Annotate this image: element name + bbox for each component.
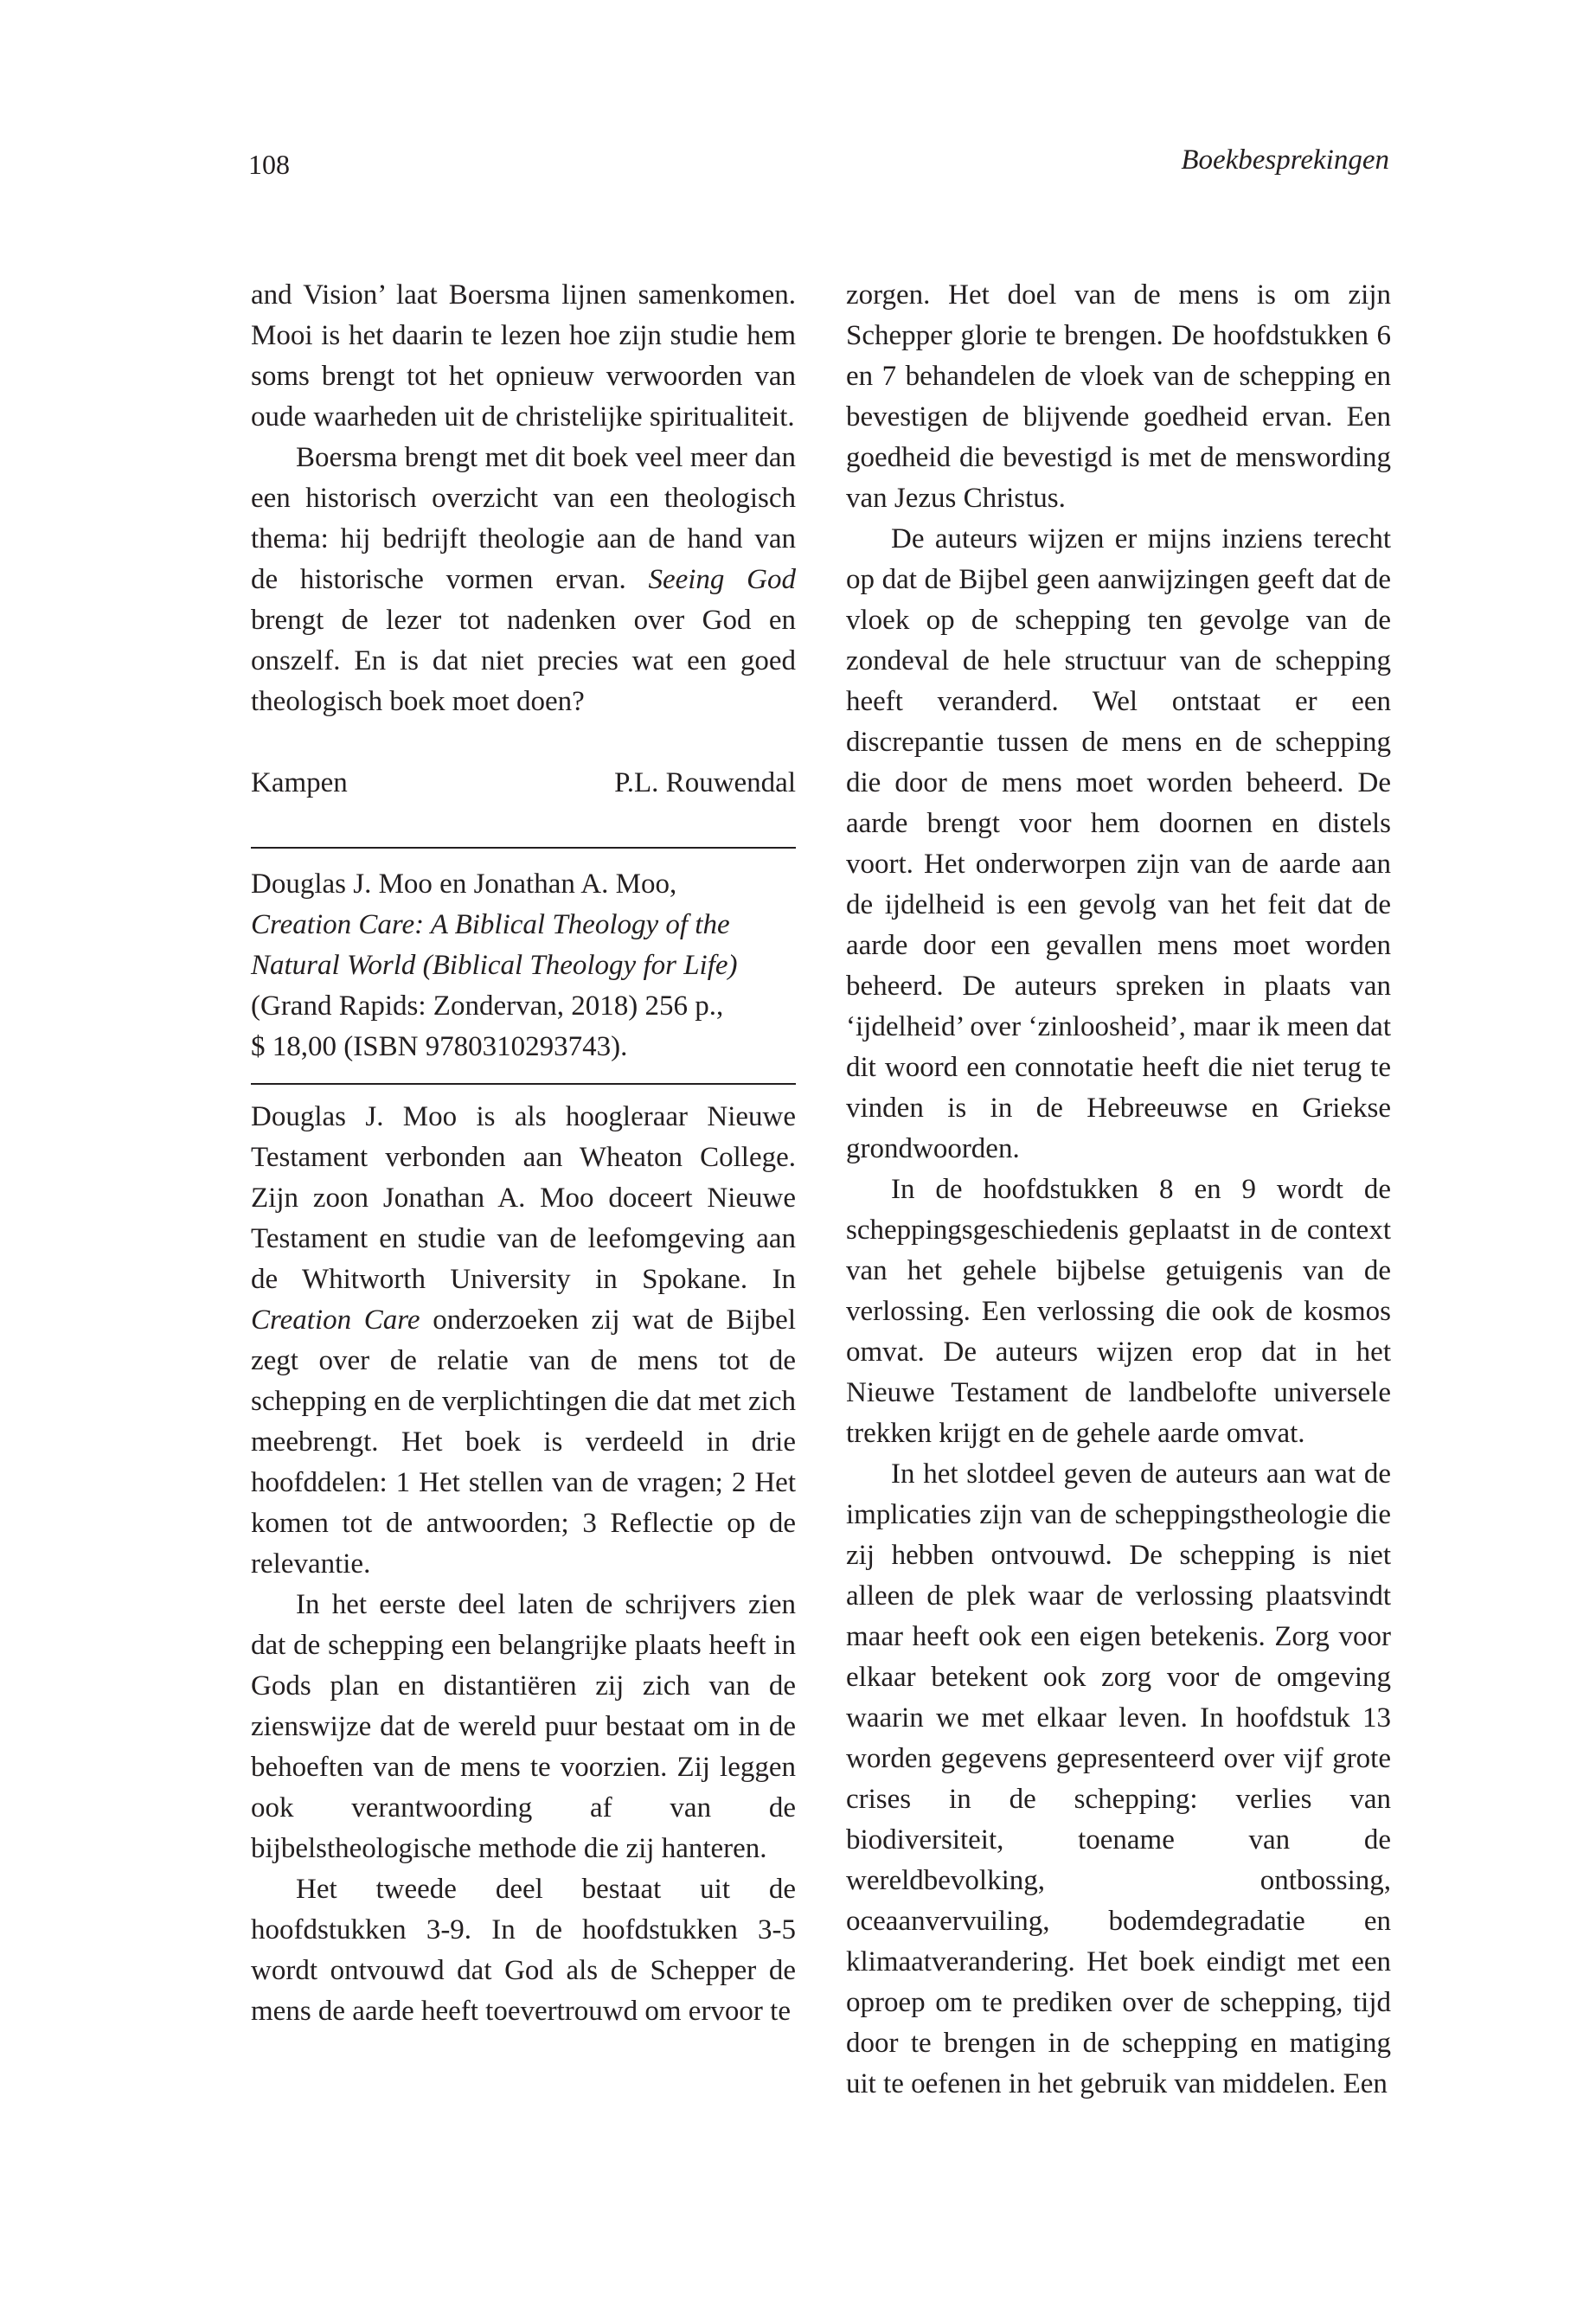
page-number: 108 [248,149,290,180]
divider [251,1083,796,1085]
left-column [251,275,796,2032]
book-publication: (Grand Rapids: Zondervan, 2018) 256 p., [251,990,724,1022]
right-column [846,275,1391,2105]
paragraph-text: Boersma brengt met dit boek veel meer dan een historisch overzicht van een theologisch thema: hij bedrijft theologie aan de hand van de historische vormen ervan. [251,442,796,595]
paragraph: In de hoofdstukken 8 en 9 wordt de scheppingsgeschiedenis geplaatst in de context van het gehele bijbelse getuigenis van de verlossing. Een verlossing die ook de kosmos omvat. De auteurs wijzen erop dat in het Nieuwe Testament de landbelofte universele trekken krijgt en de gehele aarde omvat. [846,1174,1391,1449]
paragraph: Het tweede deel bestaat uit de hoofdstukken 3-9. In de hoofdstukken 3-5 wordt ontvouwd dat God als de Schepper de mens de aarde heeft toevertrouwd om ervoor te [251,1874,796,2027]
book-authors: Douglas J. Moo en Jonathan A. Moo, [251,868,677,900]
book-title: Creation Care: A Biblical Theology of the Natural World (Biblical Theology for Life) [251,909,738,981]
signature-place: Kampen [251,767,348,798]
book-title-italic: Creation Care [251,1304,420,1336]
paragraph: zorgen. Het doel van de mens is om zijn Schepper glorie te brengen. De hoofdstukken 6 en 7 behandelen de vloek van de schepping en bevestigen de blijvende goedheid ervan. Een goedheid die bevestigd is met de menswording van Jezus Christus. [846,279,1391,514]
paragraph [251,438,796,722]
paragraph [251,1097,796,1585]
paragraph: In het slotdeel geven de auteurs aan wat de implicaties zijn van de scheppingstheologie die zij hebben ontvouwd. De schepping is niet alleen de plek waar de verlossing plaatsvindt maar heeft ook een eigen betekenis. Zorg voor elkaar betekent ook zorg voor de omgeving waarin we met elkaar leven. In hoofdstuk 13 worden gegevens gepresenteerd over vijf grote crises in de schepping: verlies van biodiversiteit, toename van de wereldbevolking, ontbossing, oceaanvervuiling, bodemdegradatie en klimaatverandering. Het boek eindigt met een oproep om te prediken over de schepping, tijd door te brengen in de schepping en matiging uit te oefenen in het gebruik van middelen. Een [846,1458,1391,2099]
running-head: Boekbesprekingen [1181,144,1389,176]
paragraph-text: Douglas J. Moo is als hoogleraar Nieuwe Testament verbonden aan Wheaton College. Zijn zoon Jonathan A. Moo doceert Nieuwe Testament en studie van de leefomgeving aan de Whitworth University in Spokane. In [251,1101,796,1295]
book-reference [251,864,796,1067]
signature [251,763,796,804]
book-price-isbn: $ 18,00 (ISBN 9780310293743). [251,1031,628,1062]
divider [251,847,796,849]
paragraph-text: onderzoeken zij wat de Bijbel zegt over de relatie van de mens tot de schepping en de verplichtingen die dat met zich meebrengt. Het boek is verdeeld in drie hoofddelen: 1 Het stellen van de vragen; 2 Het komen tot de antwoorden; 3 Reflectie op de relevantie. [251,1304,797,1580]
book-title-italic: Seeing God [648,564,796,595]
paragraph-text: brengt de lezer tot nadenken over God en onszelf. En is dat niet precies wat een goed theologisch boek moet doen? [251,605,796,717]
paragraph: and Vision’ laat Boersma lijnen samenkomen. Mooi is het daarin te lezen hoe zijn studie hem soms brengt tot het opnieuw verwoorden van oude waarheden uit de christelijke spiritualiteit. [251,279,796,433]
paragraph: In het eerste deel laten de schrijvers zien dat de schepping een belangrijke plaats heeft in Gods plan en distantiëren zij zich van de zienswijze dat de wereld puur bestaat om in de behoeften van de mens te voorzien. Zij leggen ook verantwoording af van de bijbelstheologische methode die zij hanteren. [251,1589,796,1864]
paragraph: De auteurs wijzen er mijns inziens terecht op dat de Bijbel geen aanwijzingen geeft dat de vloek op de schepping ten gevolge van de zondeval de hele structuur van de schepping heeft veranderd. Wel ontstaat er een discrepantie tussen de mens en de schepping die door de mens moet worden beheerd. De aarde brengt voor hem doornen en distels voort. Het onderworpen zijn van de aarde aan de ijdelheid is een gevolg van het feit dat de aarde door een gevallen mens moet worden beheerd. De auteurs spreken in plaats van ‘ijdelheid’ over ‘zinloosheid’, maar ik meen dat dit woord een connotatie heeft die niet terug te vinden is in de Hebreeuwse en Griekse grondwoorden. [846,523,1391,1164]
signature-name: P.L. Rouwendal [614,767,796,798]
